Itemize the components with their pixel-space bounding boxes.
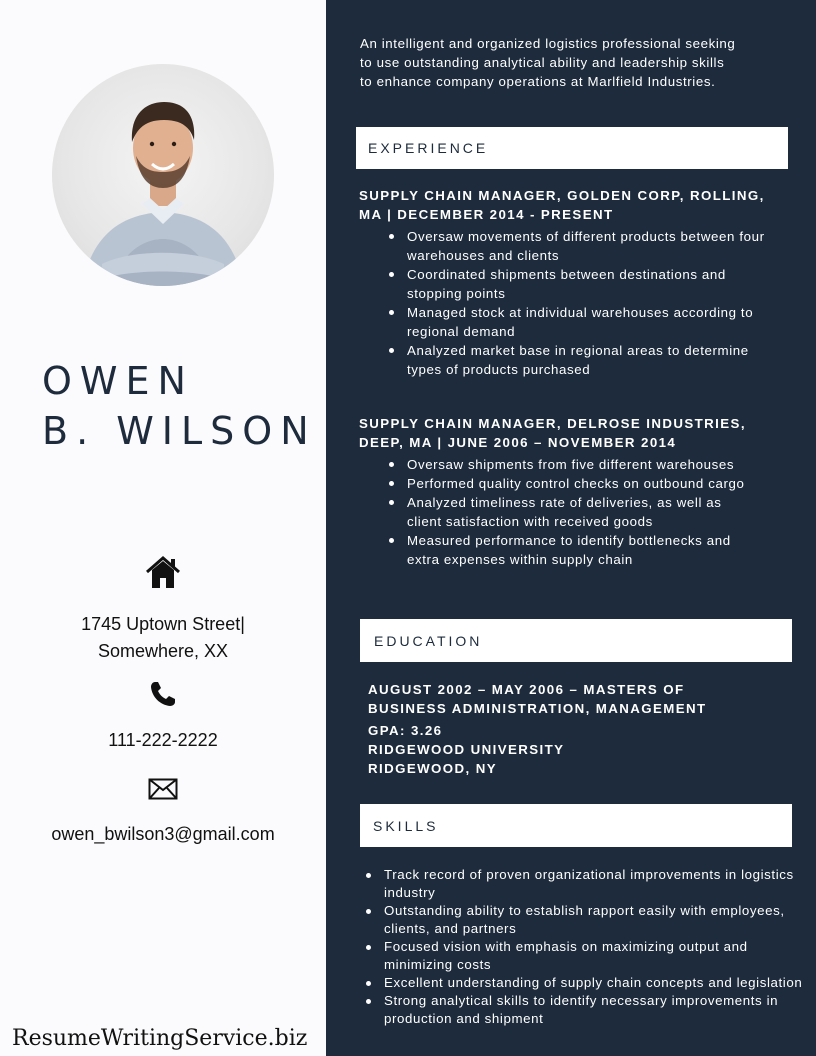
name-first: OWEN	[42, 359, 194, 403]
name-last: B. WILSON	[42, 409, 317, 453]
list-item: Focused vision with emphasis on maximizing output and minimizing costs	[384, 938, 806, 974]
education-location: RIDGEWOOD, NY	[368, 761, 498, 776]
skills-title: SKILLS	[373, 817, 439, 834]
education-title: EDUCATION	[374, 632, 483, 649]
skills-list	[384, 866, 806, 1028]
house-icon-wrap	[0, 556, 326, 590]
job-1-bullets	[407, 227, 767, 379]
phone-icon	[149, 680, 177, 708]
profile-photo	[52, 64, 274, 286]
education-gpa: GPA: 3.26	[368, 723, 443, 738]
list-item: Oversaw shipments from five different warehouses	[407, 455, 757, 474]
email-address: owen_bwilson3@gmail.com	[51, 824, 275, 844]
education-school: RIDGEWOOD UNIVERSITY	[368, 742, 565, 757]
summary: An intelligent and organized logistics professional seeking to use outstanding analytical ability and leadership skills to enhance company operations at Marlfield Industries.	[360, 36, 736, 89]
watermark: ResumeWritingService.biz	[12, 1026, 308, 1051]
job-title-2: SUPPLY CHAIN MANAGER, DELROSE INDUSTRIES, DEEP, MA | JUNE 2006 – NOVEMBER 2014	[359, 416, 746, 450]
envelope-icon-wrap	[0, 778, 326, 800]
list-item: Analyzed market base in regional areas to determine types of products purchased	[407, 341, 767, 379]
list-item: Managed stock at individual warehouses according to regional demand	[407, 303, 767, 341]
list-item: Oversaw movements of different products between four warehouses and clients	[407, 227, 767, 265]
list-item: Track record of proven organizational improvements in logistics industry	[384, 866, 806, 902]
list-item: Analyzed timeliness rate of deliveries, as well as client satisfaction with received goods	[407, 493, 757, 531]
address	[0, 611, 326, 665]
experience-header	[356, 127, 788, 169]
experience-title: EXPERIENCE	[368, 140, 489, 156]
list-item: Performed quality control checks on outbound cargo	[407, 474, 757, 493]
list-item: Outstanding ability to establish rapport easily with employees, clients, and partners	[384, 902, 806, 938]
education-header	[360, 619, 792, 662]
house-icon	[145, 556, 181, 590]
list-item: Coordinated shipments between destinations and stopping points	[407, 265, 767, 303]
job-2-bullets	[407, 455, 757, 569]
address-line-2: Somewhere, XX	[97, 641, 229, 661]
phone-icon-wrap	[0, 680, 326, 708]
left-sidebar	[0, 0, 326, 1056]
job-title-1: SUPPLY CHAIN MANAGER, GOLDEN CORP, ROLLING, MA | DECEMBER 2014 - PRESENT	[359, 188, 765, 222]
address-line-1: 1745 Uptown Street|	[81, 614, 245, 634]
list-item: Strong analytical skills to identify necessary improvements in production and shipment	[384, 992, 806, 1028]
list-item: Measured performance to identify bottlenecks and extra expenses within supply chain	[407, 531, 757, 569]
phone-number: 111-222-2222	[108, 730, 218, 750]
list-item: Excellent understanding of supply chain concepts and legislation	[384, 974, 806, 992]
envelope-icon	[148, 778, 178, 800]
education-degree: AUGUST 2002 – MAY 2006 – MASTERS OF BUSINESS ADMINISTRATION, MANAGEMENT	[368, 682, 707, 716]
skills-header	[360, 804, 792, 847]
